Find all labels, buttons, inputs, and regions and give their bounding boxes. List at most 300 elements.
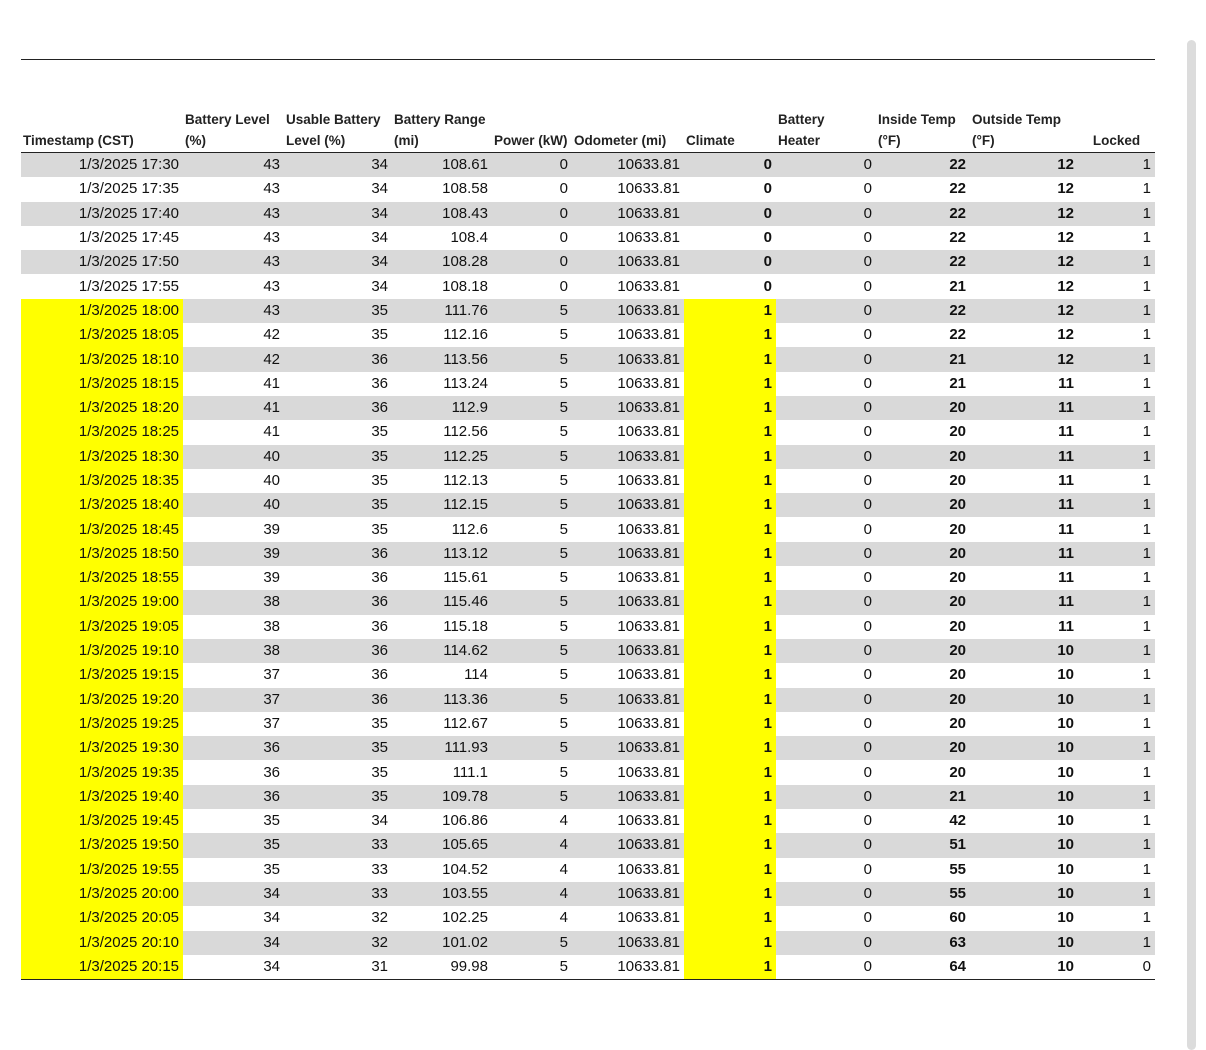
cell-battery-level[interactable]: 35 [183,833,284,857]
cell-inside-temp[interactable]: 51 [876,833,970,857]
cell-usable-battery-level[interactable]: 33 [284,833,392,857]
cell-outside-temp[interactable]: 10 [970,712,1078,736]
cell-power[interactable]: 5 [492,955,572,980]
cell-climate[interactable]: 1 [684,833,776,857]
cell-power[interactable]: 5 [492,736,572,760]
cell-odometer[interactable]: 10633.81 [572,347,684,371]
cell-climate[interactable]: 1 [684,760,776,784]
cell-usable-battery-level[interactable]: 34 [284,226,392,250]
cell-outside-temp[interactable]: 12 [970,226,1078,250]
cell-battery-heater[interactable]: 0 [776,396,876,420]
cell-outside-temp[interactable]: 10 [970,833,1078,857]
cell-outside-temp[interactable]: 10 [970,639,1078,663]
cell-inside-temp[interactable]: 21 [876,372,970,396]
cell-battery-level[interactable]: 37 [183,688,284,712]
cell-battery-heater[interactable]: 0 [776,882,876,906]
cell-battery-range[interactable]: 108.61 [392,153,492,178]
cell-usable-battery-level[interactable]: 36 [284,347,392,371]
cell-timestamp[interactable]: 1/3/2025 19:20 [21,688,183,712]
cell-inside-temp[interactable]: 20 [876,469,970,493]
cell-inside-temp[interactable]: 55 [876,882,970,906]
cell-battery-heater[interactable]: 0 [776,274,876,298]
cell-usable-battery-level[interactable]: 35 [284,785,392,809]
cell-battery-range[interactable]: 108.18 [392,274,492,298]
cell-inside-temp[interactable]: 20 [876,639,970,663]
cell-battery-heater[interactable]: 0 [776,372,876,396]
cell-power[interactable]: 5 [492,663,572,687]
cell-climate[interactable]: 1 [684,809,776,833]
cell-locked[interactable]: 1 [1078,785,1155,809]
cell-odometer[interactable]: 10633.81 [572,153,684,178]
cell-odometer[interactable]: 10633.81 [572,688,684,712]
cell-battery-level[interactable]: 41 [183,396,284,420]
cell-battery-range[interactable]: 108.43 [392,202,492,226]
cell-battery-heater[interactable]: 0 [776,153,876,178]
cell-climate[interactable]: 1 [684,566,776,590]
cell-usable-battery-level[interactable]: 34 [284,202,392,226]
cell-usable-battery-level[interactable]: 36 [284,396,392,420]
cell-battery-heater[interactable]: 0 [776,590,876,614]
cell-inside-temp[interactable]: 21 [876,347,970,371]
cell-timestamp[interactable]: 1/3/2025 18:45 [21,517,183,541]
cell-odometer[interactable]: 10633.81 [572,517,684,541]
cell-usable-battery-level[interactable]: 34 [284,153,392,178]
cell-battery-range[interactable]: 112.16 [392,323,492,347]
cell-climate[interactable]: 1 [684,663,776,687]
cell-timestamp[interactable]: 1/3/2025 18:40 [21,493,183,517]
cell-odometer[interactable]: 10633.81 [572,760,684,784]
cell-power[interactable]: 5 [492,760,572,784]
cell-timestamp[interactable]: 1/3/2025 19:05 [21,615,183,639]
cell-climate[interactable]: 1 [684,347,776,371]
cell-outside-temp[interactable]: 10 [970,736,1078,760]
cell-battery-range[interactable]: 99.98 [392,955,492,980]
cell-climate[interactable]: 1 [684,931,776,955]
cell-usable-battery-level[interactable]: 31 [284,955,392,980]
cell-climate[interactable]: 1 [684,639,776,663]
cell-battery-range[interactable]: 112.15 [392,493,492,517]
cell-power[interactable]: 5 [492,615,572,639]
cell-usable-battery-level[interactable]: 33 [284,882,392,906]
cell-outside-temp[interactable]: 11 [970,566,1078,590]
cell-inside-temp[interactable]: 22 [876,202,970,226]
cell-inside-temp[interactable]: 60 [876,906,970,930]
cell-climate[interactable]: 0 [684,226,776,250]
cell-odometer[interactable]: 10633.81 [572,372,684,396]
cell-timestamp[interactable]: 1/3/2025 20:15 [21,955,183,980]
cell-climate[interactable]: 1 [684,858,776,882]
cell-climate[interactable]: 1 [684,420,776,444]
cell-locked[interactable]: 1 [1078,250,1155,274]
cell-battery-range[interactable]: 112.56 [392,420,492,444]
cell-odometer[interactable]: 10633.81 [572,712,684,736]
cell-inside-temp[interactable]: 20 [876,615,970,639]
cell-inside-temp[interactable]: 20 [876,493,970,517]
cell-odometer[interactable]: 10633.81 [572,785,684,809]
cell-battery-level[interactable]: 39 [183,566,284,590]
cell-odometer[interactable]: 10633.81 [572,396,684,420]
cell-battery-level[interactable]: 38 [183,590,284,614]
cell-timestamp[interactable]: 1/3/2025 18:30 [21,445,183,469]
cell-timestamp[interactable]: 1/3/2025 18:05 [21,323,183,347]
cell-battery-heater[interactable]: 0 [776,323,876,347]
cell-battery-heater[interactable]: 0 [776,906,876,930]
cell-battery-level[interactable]: 43 [183,250,284,274]
cell-power[interactable]: 0 [492,274,572,298]
cell-power[interactable]: 4 [492,858,572,882]
cell-usable-battery-level[interactable]: 36 [284,590,392,614]
cell-outside-temp[interactable]: 12 [970,299,1078,323]
cell-usable-battery-level[interactable]: 34 [284,274,392,298]
cell-climate[interactable]: 1 [684,469,776,493]
cell-timestamp[interactable]: 1/3/2025 18:10 [21,347,183,371]
cell-battery-heater[interactable]: 0 [776,542,876,566]
cell-battery-heater[interactable]: 0 [776,299,876,323]
cell-battery-range[interactable]: 108.58 [392,177,492,201]
cell-battery-range[interactable]: 112.25 [392,445,492,469]
cell-battery-level[interactable]: 38 [183,639,284,663]
cell-usable-battery-level[interactable]: 36 [284,663,392,687]
cell-battery-heater[interactable]: 0 [776,469,876,493]
cell-battery-heater[interactable]: 0 [776,663,876,687]
cell-outside-temp[interactable]: 11 [970,372,1078,396]
cell-battery-heater[interactable]: 0 [776,226,876,250]
cell-odometer[interactable]: 10633.81 [572,639,684,663]
cell-outside-temp[interactable]: 10 [970,955,1078,980]
cell-inside-temp[interactable]: 63 [876,931,970,955]
cell-timestamp[interactable]: 1/3/2025 19:50 [21,833,183,857]
cell-odometer[interactable]: 10633.81 [572,858,684,882]
vertical-scrollbar[interactable] [1187,40,1196,1050]
cell-power[interactable]: 5 [492,566,572,590]
cell-outside-temp[interactable]: 12 [970,153,1078,178]
cell-timestamp[interactable]: 1/3/2025 18:20 [21,396,183,420]
cell-battery-level[interactable]: 34 [183,906,284,930]
cell-power[interactable]: 0 [492,250,572,274]
cell-odometer[interactable]: 10633.81 [572,663,684,687]
cell-battery-heater[interactable]: 0 [776,955,876,980]
cell-outside-temp[interactable]: 11 [970,615,1078,639]
cell-climate[interactable]: 1 [684,517,776,541]
cell-outside-temp[interactable]: 10 [970,809,1078,833]
cell-usable-battery-level[interactable]: 33 [284,858,392,882]
cell-climate[interactable]: 1 [684,688,776,712]
cell-locked[interactable]: 1 [1078,493,1155,517]
cell-outside-temp[interactable]: 12 [970,202,1078,226]
cell-power[interactable]: 0 [492,226,572,250]
cell-battery-level[interactable]: 35 [183,809,284,833]
cell-inside-temp[interactable]: 21 [876,785,970,809]
cell-power[interactable]: 4 [492,833,572,857]
cell-battery-heater[interactable]: 0 [776,639,876,663]
cell-battery-heater[interactable]: 0 [776,420,876,444]
cell-usable-battery-level[interactable]: 36 [284,566,392,590]
cell-battery-range[interactable]: 113.36 [392,688,492,712]
cell-timestamp[interactable]: 1/3/2025 19:15 [21,663,183,687]
cell-battery-range[interactable]: 111.1 [392,760,492,784]
cell-battery-level[interactable]: 39 [183,517,284,541]
cell-climate[interactable]: 1 [684,615,776,639]
cell-timestamp[interactable]: 1/3/2025 19:55 [21,858,183,882]
cell-power[interactable]: 5 [492,372,572,396]
cell-battery-heater[interactable]: 0 [776,858,876,882]
cell-power[interactable]: 5 [492,542,572,566]
cell-locked[interactable]: 1 [1078,906,1155,930]
cell-locked[interactable]: 1 [1078,347,1155,371]
cell-locked[interactable]: 1 [1078,882,1155,906]
cell-battery-level[interactable]: 42 [183,347,284,371]
cell-locked[interactable]: 1 [1078,566,1155,590]
cell-timestamp[interactable]: 1/3/2025 19:45 [21,809,183,833]
cell-odometer[interactable]: 10633.81 [572,299,684,323]
cell-battery-range[interactable]: 113.24 [392,372,492,396]
cell-usable-battery-level[interactable]: 36 [284,639,392,663]
cell-battery-range[interactable]: 113.12 [392,542,492,566]
cell-battery-range[interactable]: 112.67 [392,712,492,736]
cell-battery-level[interactable]: 43 [183,226,284,250]
cell-timestamp[interactable]: 1/3/2025 17:30 [21,153,183,178]
cell-timestamp[interactable]: 1/3/2025 18:55 [21,566,183,590]
cell-timestamp[interactable]: 1/3/2025 18:15 [21,372,183,396]
cell-climate[interactable]: 1 [684,955,776,980]
cell-locked[interactable]: 1 [1078,372,1155,396]
cell-battery-level[interactable]: 40 [183,469,284,493]
cell-power[interactable]: 5 [492,517,572,541]
cell-battery-level[interactable]: 36 [183,736,284,760]
cell-battery-range[interactable]: 101.02 [392,931,492,955]
cell-usable-battery-level[interactable]: 35 [284,445,392,469]
cell-inside-temp[interactable]: 22 [876,323,970,347]
cell-battery-range[interactable]: 111.76 [392,299,492,323]
cell-timestamp[interactable]: 1/3/2025 18:00 [21,299,183,323]
cell-usable-battery-level[interactable]: 32 [284,931,392,955]
cell-battery-level[interactable]: 37 [183,663,284,687]
cell-outside-temp[interactable]: 11 [970,517,1078,541]
cell-battery-level[interactable]: 40 [183,445,284,469]
cell-locked[interactable]: 1 [1078,299,1155,323]
cell-battery-level[interactable]: 38 [183,615,284,639]
cell-battery-heater[interactable]: 0 [776,615,876,639]
cell-inside-temp[interactable]: 20 [876,396,970,420]
cell-locked[interactable]: 1 [1078,177,1155,201]
cell-locked[interactable]: 1 [1078,323,1155,347]
cell-battery-heater[interactable]: 0 [776,493,876,517]
cell-odometer[interactable]: 10633.81 [572,931,684,955]
cell-battery-range[interactable]: 109.78 [392,785,492,809]
cell-usable-battery-level[interactable]: 35 [284,760,392,784]
cell-climate[interactable]: 0 [684,177,776,201]
cell-battery-range[interactable]: 102.25 [392,906,492,930]
cell-odometer[interactable]: 10633.81 [572,250,684,274]
cell-usable-battery-level[interactable]: 35 [284,712,392,736]
cell-odometer[interactable]: 10633.81 [572,202,684,226]
cell-outside-temp[interactable]: 12 [970,347,1078,371]
cell-battery-range[interactable]: 111.93 [392,736,492,760]
cell-locked[interactable]: 1 [1078,688,1155,712]
cell-locked[interactable]: 1 [1078,517,1155,541]
cell-power[interactable]: 5 [492,347,572,371]
cell-locked[interactable]: 1 [1078,931,1155,955]
cell-battery-range[interactable]: 112.13 [392,469,492,493]
cell-battery-level[interactable]: 43 [183,299,284,323]
cell-climate[interactable]: 1 [684,372,776,396]
cell-battery-range[interactable]: 114.62 [392,639,492,663]
cell-battery-range[interactable]: 108.28 [392,250,492,274]
cell-usable-battery-level[interactable]: 35 [284,420,392,444]
cell-battery-level[interactable]: 43 [183,177,284,201]
cell-usable-battery-level[interactable]: 34 [284,250,392,274]
cell-outside-temp[interactable]: 10 [970,931,1078,955]
cell-battery-range[interactable]: 113.56 [392,347,492,371]
cell-inside-temp[interactable]: 20 [876,663,970,687]
cell-climate[interactable]: 1 [684,590,776,614]
cell-timestamp[interactable]: 1/3/2025 17:40 [21,202,183,226]
cell-timestamp[interactable]: 1/3/2025 20:10 [21,931,183,955]
cell-locked[interactable]: 1 [1078,469,1155,493]
cell-outside-temp[interactable]: 10 [970,906,1078,930]
cell-locked[interactable]: 1 [1078,615,1155,639]
cell-battery-heater[interactable]: 0 [776,445,876,469]
cell-timestamp[interactable]: 1/3/2025 19:40 [21,785,183,809]
cell-inside-temp[interactable]: 22 [876,250,970,274]
cell-locked[interactable]: 1 [1078,420,1155,444]
cell-battery-heater[interactable]: 0 [776,809,876,833]
cell-inside-temp[interactable]: 20 [876,712,970,736]
cell-odometer[interactable]: 10633.81 [572,420,684,444]
cell-climate[interactable]: 1 [684,396,776,420]
cell-climate[interactable]: 1 [684,323,776,347]
cell-inside-temp[interactable]: 20 [876,736,970,760]
cell-battery-heater[interactable]: 0 [776,347,876,371]
cell-usable-battery-level[interactable]: 35 [284,299,392,323]
cell-locked[interactable]: 1 [1078,396,1155,420]
cell-climate[interactable]: 1 [684,542,776,566]
cell-usable-battery-level[interactable]: 35 [284,469,392,493]
cell-odometer[interactable]: 10633.81 [572,615,684,639]
cell-odometer[interactable]: 10633.81 [572,906,684,930]
cell-usable-battery-level[interactable]: 36 [284,372,392,396]
cell-battery-heater[interactable]: 0 [776,736,876,760]
cell-climate[interactable]: 0 [684,153,776,178]
cell-battery-heater[interactable]: 0 [776,833,876,857]
cell-locked[interactable]: 1 [1078,663,1155,687]
cell-battery-range[interactable]: 112.9 [392,396,492,420]
cell-timestamp[interactable]: 1/3/2025 20:00 [21,882,183,906]
cell-timestamp[interactable]: 1/3/2025 19:00 [21,590,183,614]
cell-power[interactable]: 5 [492,299,572,323]
cell-battery-range[interactable]: 112.6 [392,517,492,541]
cell-inside-temp[interactable]: 22 [876,153,970,178]
cell-climate[interactable]: 1 [684,493,776,517]
cell-climate[interactable]: 1 [684,785,776,809]
cell-odometer[interactable]: 10633.81 [572,177,684,201]
cell-outside-temp[interactable]: 11 [970,420,1078,444]
cell-battery-level[interactable]: 39 [183,542,284,566]
cell-climate[interactable]: 1 [684,445,776,469]
cell-odometer[interactable]: 10633.81 [572,226,684,250]
cell-locked[interactable]: 1 [1078,445,1155,469]
cell-inside-temp[interactable]: 20 [876,542,970,566]
cell-inside-temp[interactable]: 20 [876,688,970,712]
cell-battery-heater[interactable]: 0 [776,688,876,712]
cell-battery-heater[interactable]: 0 [776,760,876,784]
cell-battery-level[interactable]: 35 [183,858,284,882]
cell-odometer[interactable]: 10633.81 [572,445,684,469]
cell-odometer[interactable]: 10633.81 [572,736,684,760]
cell-inside-temp[interactable]: 42 [876,809,970,833]
cell-power[interactable]: 5 [492,323,572,347]
cell-odometer[interactable]: 10633.81 [572,882,684,906]
cell-power[interactable]: 5 [492,688,572,712]
cell-power[interactable]: 5 [492,396,572,420]
cell-usable-battery-level[interactable]: 35 [284,323,392,347]
cell-inside-temp[interactable]: 20 [876,420,970,444]
cell-timestamp[interactable]: 1/3/2025 18:50 [21,542,183,566]
cell-power[interactable]: 4 [492,882,572,906]
cell-power[interactable]: 5 [492,931,572,955]
cell-climate[interactable]: 1 [684,906,776,930]
cell-locked[interactable]: 1 [1078,542,1155,566]
cell-battery-level[interactable]: 43 [183,274,284,298]
cell-timestamp[interactable]: 1/3/2025 18:25 [21,420,183,444]
cell-locked[interactable]: 1 [1078,858,1155,882]
cell-power[interactable]: 5 [492,639,572,663]
cell-usable-battery-level[interactable]: 34 [284,809,392,833]
cell-inside-temp[interactable]: 22 [876,226,970,250]
cell-battery-level[interactable]: 34 [183,931,284,955]
cell-climate[interactable]: 1 [684,712,776,736]
cell-battery-range[interactable]: 115.61 [392,566,492,590]
cell-power[interactable]: 5 [492,420,572,444]
cell-usable-battery-level[interactable]: 36 [284,615,392,639]
cell-odometer[interactable]: 10633.81 [572,469,684,493]
cell-odometer[interactable]: 10633.81 [572,809,684,833]
cell-outside-temp[interactable]: 12 [970,274,1078,298]
cell-power[interactable]: 5 [492,469,572,493]
cell-battery-level[interactable]: 41 [183,420,284,444]
cell-battery-range[interactable]: 106.86 [392,809,492,833]
cell-locked[interactable]: 1 [1078,226,1155,250]
cell-battery-range[interactable]: 114 [392,663,492,687]
cell-inside-temp[interactable]: 20 [876,517,970,541]
cell-outside-temp[interactable]: 11 [970,590,1078,614]
cell-timestamp[interactable]: 1/3/2025 18:35 [21,469,183,493]
cell-inside-temp[interactable]: 22 [876,177,970,201]
cell-locked[interactable]: 1 [1078,202,1155,226]
cell-timestamp[interactable]: 1/3/2025 19:35 [21,760,183,784]
cell-odometer[interactable]: 10633.81 [572,955,684,980]
cell-power[interactable]: 5 [492,785,572,809]
cell-climate[interactable]: 0 [684,274,776,298]
cell-usable-battery-level[interactable]: 32 [284,906,392,930]
cell-usable-battery-level[interactable]: 36 [284,542,392,566]
cell-outside-temp[interactable]: 12 [970,177,1078,201]
cell-locked[interactable]: 1 [1078,153,1155,178]
cell-odometer[interactable]: 10633.81 [572,274,684,298]
cell-timestamp[interactable]: 1/3/2025 19:25 [21,712,183,736]
cell-inside-temp[interactable]: 55 [876,858,970,882]
cell-battery-range[interactable]: 104.52 [392,858,492,882]
cell-battery-range[interactable]: 115.46 [392,590,492,614]
cell-power[interactable]: 5 [492,445,572,469]
cell-usable-battery-level[interactable]: 34 [284,177,392,201]
cell-battery-level[interactable]: 42 [183,323,284,347]
cell-odometer[interactable]: 10633.81 [572,590,684,614]
cell-locked[interactable]: 0 [1078,955,1155,980]
cell-battery-range[interactable]: 105.65 [392,833,492,857]
cell-locked[interactable]: 1 [1078,639,1155,663]
cell-inside-temp[interactable]: 20 [876,445,970,469]
